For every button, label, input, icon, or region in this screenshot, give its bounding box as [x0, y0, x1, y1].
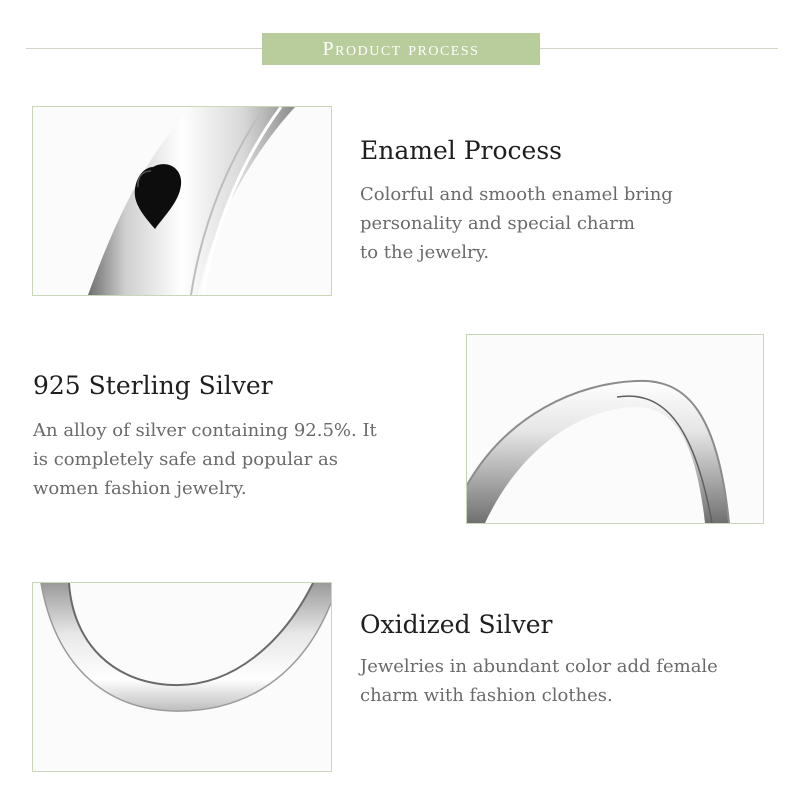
description-line: is completely safe and popular as: [33, 449, 338, 470]
enamel-process-title: Enamel Process: [360, 136, 562, 165]
header-rule-left: [26, 48, 262, 49]
sterling-silver-title: 925 Sterling Silver: [33, 371, 273, 400]
silver-ring-arc-icon: [467, 335, 763, 523]
silver-ring-curve-icon: [33, 583, 331, 771]
description-line: Jewelries in abundant color add female: [360, 656, 718, 677]
sterling-silver-image: [466, 334, 764, 524]
description-line: charm with fashion clothes.: [360, 685, 613, 706]
oxidized-silver-title: Oxidized Silver: [360, 610, 553, 639]
description-line: to the jewelry.: [360, 242, 490, 263]
oxidized-silver-image: [32, 582, 332, 772]
enamel-process-image: [32, 106, 332, 296]
header-rule-right: [540, 48, 778, 49]
description-line: women fashion jewelry.: [33, 478, 247, 499]
silver-ring-heart-enamel-icon: [33, 107, 331, 295]
section-header: [262, 33, 540, 65]
description-line: personality and special charm: [360, 213, 635, 234]
section-title: Product process: [322, 37, 480, 60]
sterling-silver-description: [33, 416, 453, 503]
oxidized-silver-description: [360, 652, 790, 710]
description-line: An alloy of silver containing 92.5%. It: [33, 420, 377, 441]
enamel-process-description: [360, 180, 780, 267]
description-line: Colorful and smooth enamel bring: [360, 184, 673, 205]
